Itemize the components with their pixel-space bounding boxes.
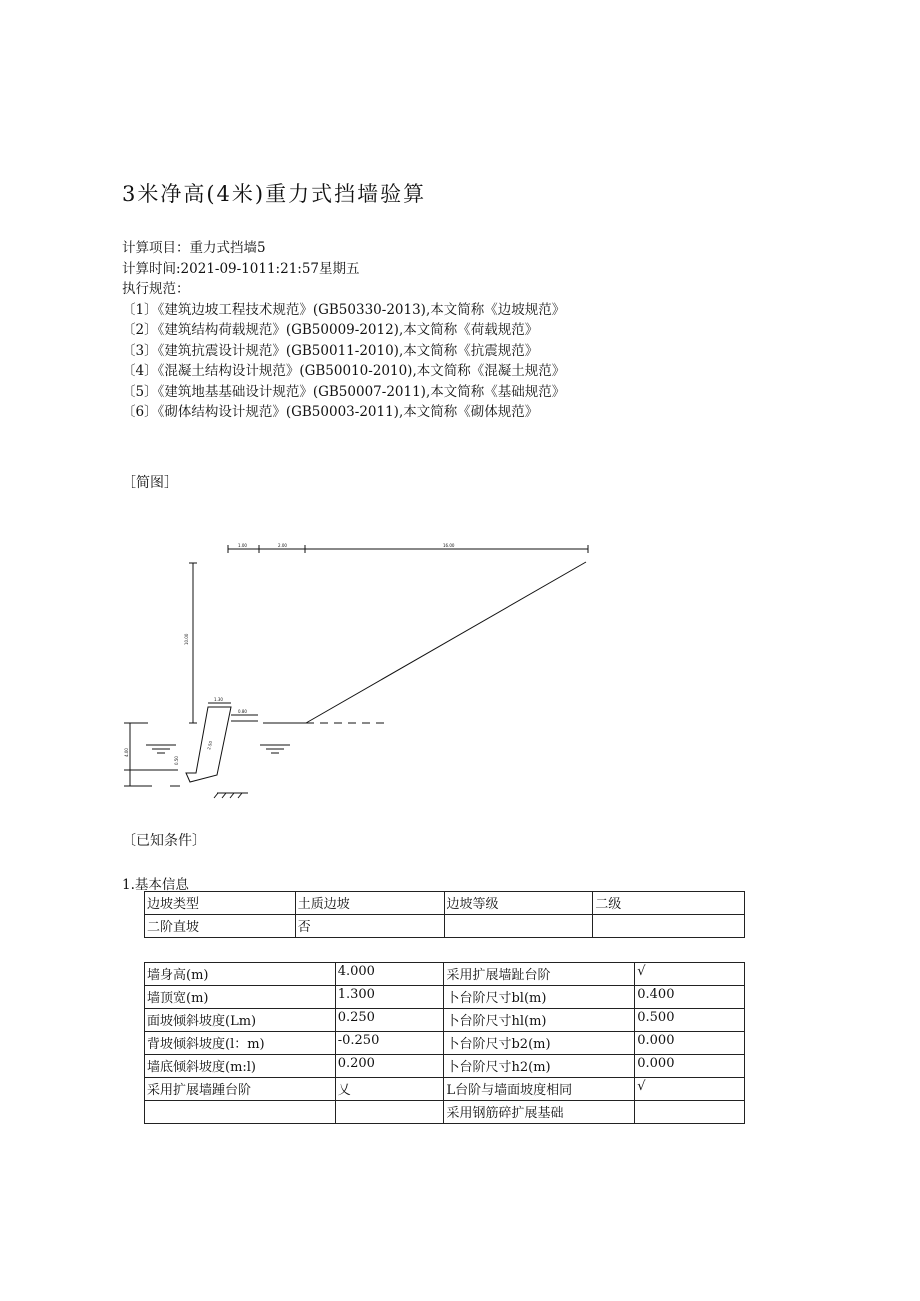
norm-item: 〔4〕《混凝土结构设计规范》(GB50010-2010),本文简称《混凝土规范》 <box>122 363 566 379</box>
table-cell: 二级 <box>593 892 745 915</box>
table-cell: 卜台阶尺寸hl(m) <box>444 1009 635 1032</box>
table-cell: 0.000 <box>635 1055 745 1078</box>
basic-info-table <box>144 891 745 938</box>
table-cell <box>444 915 593 938</box>
retaining-wall-diagram <box>118 535 598 800</box>
table-cell: √ <box>635 1078 745 1101</box>
table-cell: L台阶与墙面坡度相同 <box>444 1078 635 1101</box>
table-row <box>145 1032 745 1055</box>
table-cell: 墙顶宽(m) <box>145 986 336 1009</box>
dim-label: 0.80 <box>238 709 247 714</box>
table-row <box>145 915 745 938</box>
table-cell: 0.500 <box>635 1009 745 1032</box>
table-cell <box>335 1101 444 1124</box>
table-cell: 乂 <box>335 1078 444 1101</box>
table-row <box>145 986 745 1009</box>
table-row <box>145 963 745 986</box>
sketch-label: ［简图］ <box>122 475 178 491</box>
dim-label: 10.00 <box>184 633 189 645</box>
table-cell: 4.000 <box>335 963 444 986</box>
table-cell <box>145 1101 336 1124</box>
table-cell: 采用钢筋碎扩展基础 <box>444 1101 635 1124</box>
dim-label: 1.00 <box>238 543 247 548</box>
table-cell <box>635 1101 745 1124</box>
basic-info-label: 1.基本信息 <box>122 877 189 893</box>
norm-item: 〔6〕《砌体结构设计规范》(GB50003-2011),本文简称《砌体规范》 <box>122 404 539 420</box>
dim-label: 2.00 <box>278 543 287 548</box>
slope-line <box>306 562 586 723</box>
dim-label: 16.00 <box>443 543 455 548</box>
wall-params-table <box>144 962 745 1124</box>
table-cell: 0.400 <box>635 986 745 1009</box>
table-cell: √ <box>635 963 745 986</box>
table-cell: 卜台阶尺寸h2(m) <box>444 1055 635 1078</box>
table-cell: 墙底倾斜坡度(m:l) <box>145 1055 336 1078</box>
table-cell: 墙身高(m) <box>145 963 336 986</box>
table-row <box>145 1078 745 1101</box>
table-cell: 二阶直坡 <box>145 915 296 938</box>
norms-label: 执行规范： <box>122 281 190 297</box>
table-row <box>145 1055 745 1078</box>
table-row <box>145 1101 745 1124</box>
table-cell: -0.250 <box>335 1032 444 1055</box>
table-cell: 采用扩展墙踵台阶 <box>145 1078 336 1101</box>
table-cell: 背坡倾斜坡度(l：m) <box>145 1032 336 1055</box>
table-row <box>145 892 745 915</box>
dim-label: 4.00 <box>124 748 129 757</box>
project-line: 计算项目：重力式挡墙5 <box>122 240 266 256</box>
table-cell: 0.200 <box>335 1055 444 1078</box>
dim-label: 1.30 <box>214 697 223 702</box>
dim-label: 2.50 <box>206 740 214 751</box>
norm-item: 〔2〕《建筑结构荷载规范》(GB50009-2012),本文简称《荷载规范》 <box>122 322 539 338</box>
norm-item: 〔5〕《建筑地基基础设计规范》(GB50007-2011),本文简称《基础规范》 <box>122 383 566 400</box>
known-conditions-label: 〔已知条件〕 <box>122 833 206 849</box>
table-cell: 卜台阶尺寸bl(m) <box>444 986 635 1009</box>
table-cell: 土质边坡 <box>295 892 444 915</box>
table-cell: 否 <box>295 915 444 938</box>
norm-item: 〔3〕《建筑抗震设计规范》(GB50011-2010),本文简称《抗震规范》 <box>122 342 539 359</box>
table-cell: 边坡等级 <box>444 892 593 915</box>
table-cell: 采用扩展墙趾台阶 <box>444 963 635 986</box>
table-cell: 1.300 <box>335 986 444 1009</box>
table-cell: 边坡类型 <box>145 892 296 915</box>
table-cell: 0.250 <box>335 1009 444 1032</box>
time-line: 计算时间:2021-09-1011:21:57星期五 <box>122 260 360 277</box>
dim-label: 0.50 <box>174 756 179 765</box>
norm-item: 〔1〕《建筑边坡工程技术规范》(GB50330-2013),本文简称《边坡规范》 <box>122 301 566 318</box>
table-row <box>145 1009 745 1032</box>
table-cell: 卜台阶尺寸b2(m) <box>444 1032 635 1055</box>
meta-block <box>122 238 565 423</box>
table-cell: 面坡倾斜坡度(Lm) <box>145 1009 336 1032</box>
table-cell <box>593 915 745 938</box>
table-cell: 0.000 <box>635 1032 745 1055</box>
page-title: 3米净高(4米)重力式挡墙验算 <box>122 182 427 206</box>
